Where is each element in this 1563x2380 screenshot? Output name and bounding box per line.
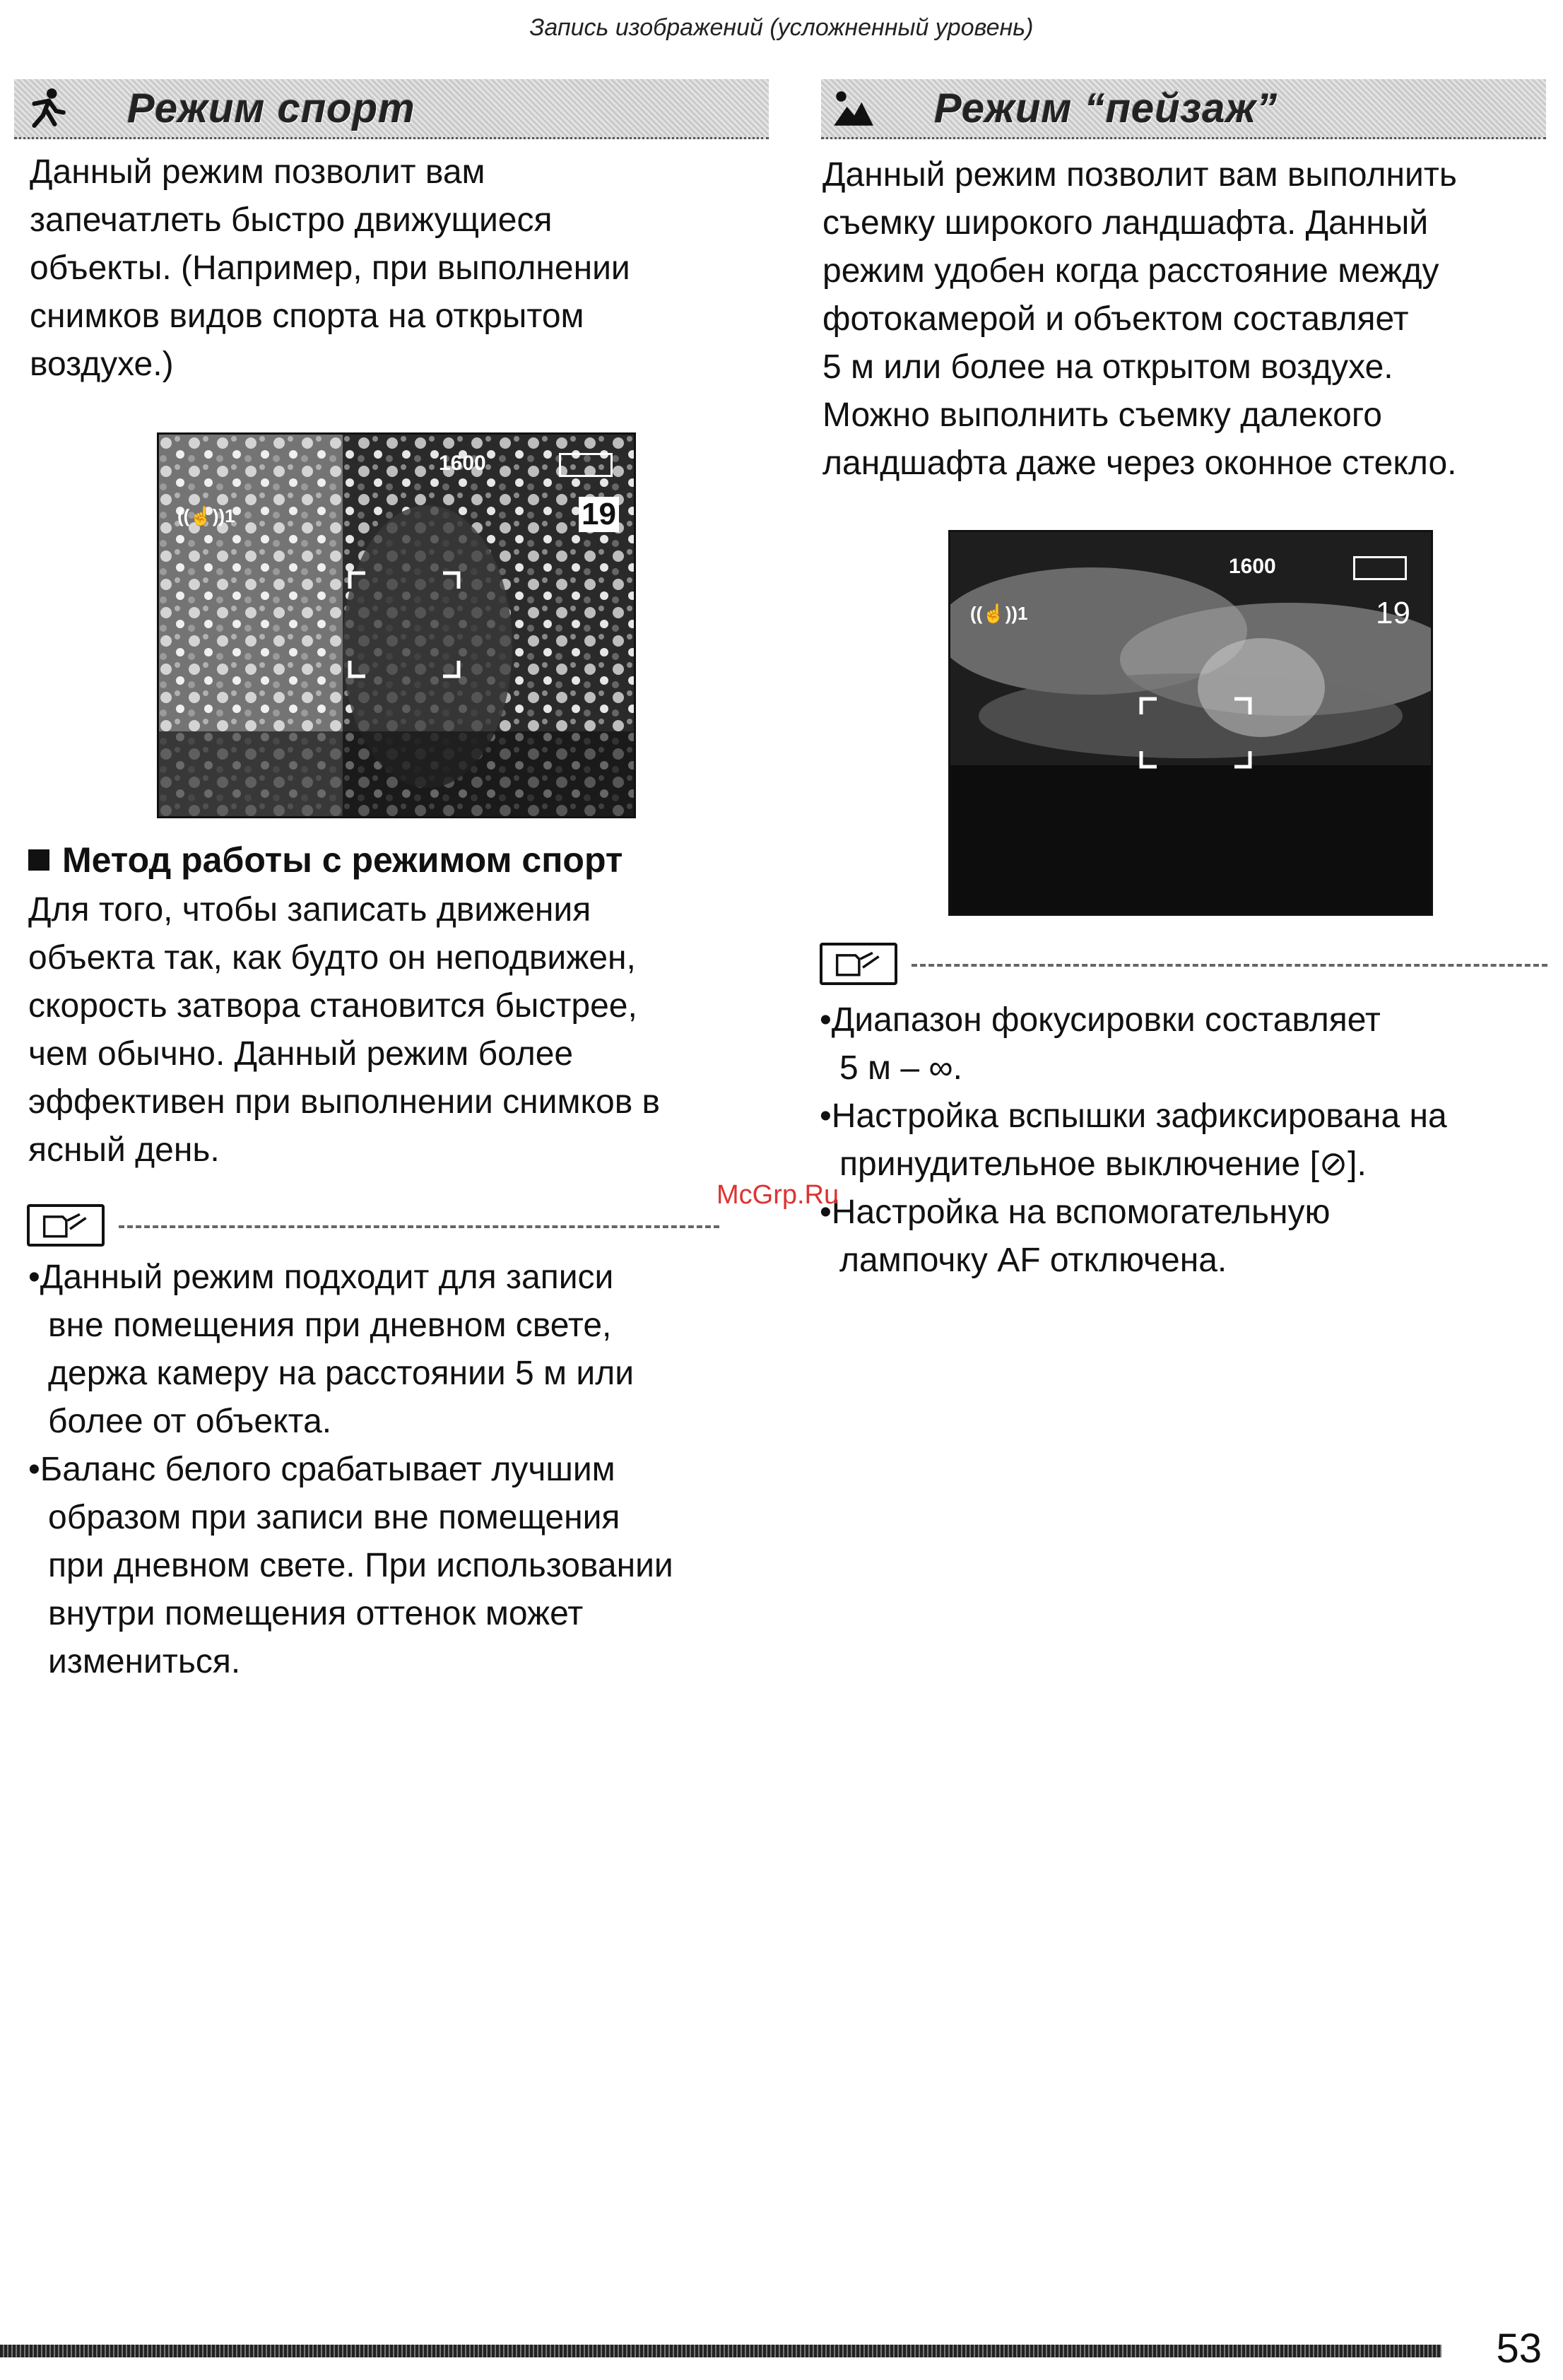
text-line: ясный день. bbox=[28, 1131, 220, 1169]
text-line: воздухе.) bbox=[30, 346, 174, 383]
shake-indicator: ((☝))1 bbox=[177, 505, 235, 526]
text-line: образом при записи вне помещения bbox=[48, 1499, 620, 1536]
landscape-notes bbox=[820, 996, 1555, 1285]
section-title: Режим “пейзаж” bbox=[934, 86, 1278, 131]
text-line: •Баланс белого срабатывает лучшим bbox=[28, 1451, 615, 1488]
text-line: •Настройка на вспомогательную bbox=[820, 1194, 1331, 1231]
text-line: фотокамерой и объектом составляет bbox=[822, 300, 1409, 338]
sport-mode-icon bbox=[24, 86, 68, 130]
text-line: Данный режим позволит вам выполнить bbox=[822, 156, 1457, 194]
note-item bbox=[820, 996, 1555, 1092]
text-line: снимков видов спорта на открытом bbox=[30, 298, 584, 335]
sport-preview-image bbox=[157, 432, 636, 818]
remaining-shots: 19 bbox=[579, 497, 619, 532]
text-line: •Диапазон фокусировки составляет bbox=[820, 1001, 1381, 1039]
cloudscape-photo bbox=[950, 532, 1431, 914]
note-row-left bbox=[27, 1204, 719, 1249]
text-line: объекта так, как будто он неподвижен, bbox=[28, 939, 636, 977]
note-row-right bbox=[820, 943, 1555, 988]
iso-readout: 1600 bbox=[1229, 555, 1276, 578]
page-number: 53 bbox=[1496, 2326, 1542, 2372]
text-line: •Настройка вспышки зафиксирована на bbox=[820, 1097, 1447, 1135]
text-line: лампочку AF отключена. bbox=[839, 1242, 1227, 1279]
foliage-photo bbox=[159, 435, 634, 816]
text-line: ландшафта даже через оконное стекло. bbox=[822, 444, 1457, 482]
note-icon bbox=[27, 1204, 105, 1247]
battery-icon bbox=[1353, 556, 1407, 580]
battery-icon bbox=[559, 453, 613, 477]
running-head: Запись изображений (усложненный уровень) bbox=[529, 14, 1034, 41]
text-line: принудительное выключение [⊘]. bbox=[839, 1145, 1367, 1183]
text-line: Можно выполнить съемку далекого bbox=[822, 396, 1382, 434]
text-line: внутри помещения оттенок может bbox=[48, 1595, 584, 1632]
text-line: скорость затвора становится быстрее, bbox=[28, 987, 637, 1025]
method-text bbox=[28, 886, 784, 1174]
note-icon bbox=[820, 943, 897, 985]
watermark: McGrp.Ru bbox=[716, 1180, 839, 1210]
sport-intro bbox=[30, 148, 772, 389]
text-line: 5 м или более на открытом воздухе. bbox=[822, 348, 1393, 386]
dashed-divider bbox=[119, 1225, 719, 1228]
iso-readout: 1600 bbox=[439, 452, 486, 475]
text-line: вне помещения при дневном свете, bbox=[48, 1307, 612, 1344]
text-line: Для того, чтобы записать движения bbox=[28, 891, 591, 929]
text-line: режим удобен когда расстояние между bbox=[822, 252, 1439, 290]
remaining-shots: 19 bbox=[1376, 596, 1410, 630]
note-item bbox=[28, 1254, 784, 1446]
text-line: запечатлеть быстро движущиеся bbox=[30, 201, 553, 239]
note-item bbox=[28, 1446, 784, 1686]
landscape-mode-icon bbox=[831, 86, 875, 130]
text-line: съемку широкого ландшафта. Данный bbox=[822, 204, 1429, 242]
text-line: •Данный режим подходит для записи bbox=[28, 1259, 614, 1296]
footer-rule bbox=[0, 2345, 1441, 2357]
section-title: Режим спорт bbox=[127, 86, 415, 131]
section-heading-sport bbox=[14, 79, 769, 139]
text-line: объекты. (Например, при выполнении bbox=[30, 249, 630, 287]
square-bullet-icon bbox=[28, 849, 49, 871]
text-line: чем обычно. Данный режим более bbox=[28, 1035, 574, 1073]
text-line: 5 м – ∞. bbox=[839, 1049, 962, 1087]
section-heading-landscape bbox=[821, 79, 1546, 139]
note-item bbox=[820, 1092, 1555, 1189]
landscape-preview-image bbox=[948, 530, 1433, 916]
shake-indicator: ((☝))1 bbox=[970, 603, 1028, 624]
text-line: при дневном свете. При использовании bbox=[48, 1547, 673, 1584]
text-line: измениться. bbox=[48, 1643, 241, 1680]
method-subhead bbox=[28, 840, 623, 880]
text-line: эффективен при выполнении снимков в bbox=[28, 1083, 661, 1121]
text-line: держа камеру на расстоянии 5 м или bbox=[48, 1355, 635, 1392]
subhead-text: Метод работы с режимом спорт bbox=[62, 840, 623, 880]
landscape-intro bbox=[822, 151, 1557, 488]
note-item bbox=[820, 1189, 1555, 1285]
text-line: Данный режим позволит вам bbox=[30, 153, 485, 191]
sport-notes bbox=[28, 1254, 784, 1686]
dashed-divider bbox=[912, 964, 1547, 967]
text-line: более от объекта. bbox=[48, 1403, 332, 1440]
